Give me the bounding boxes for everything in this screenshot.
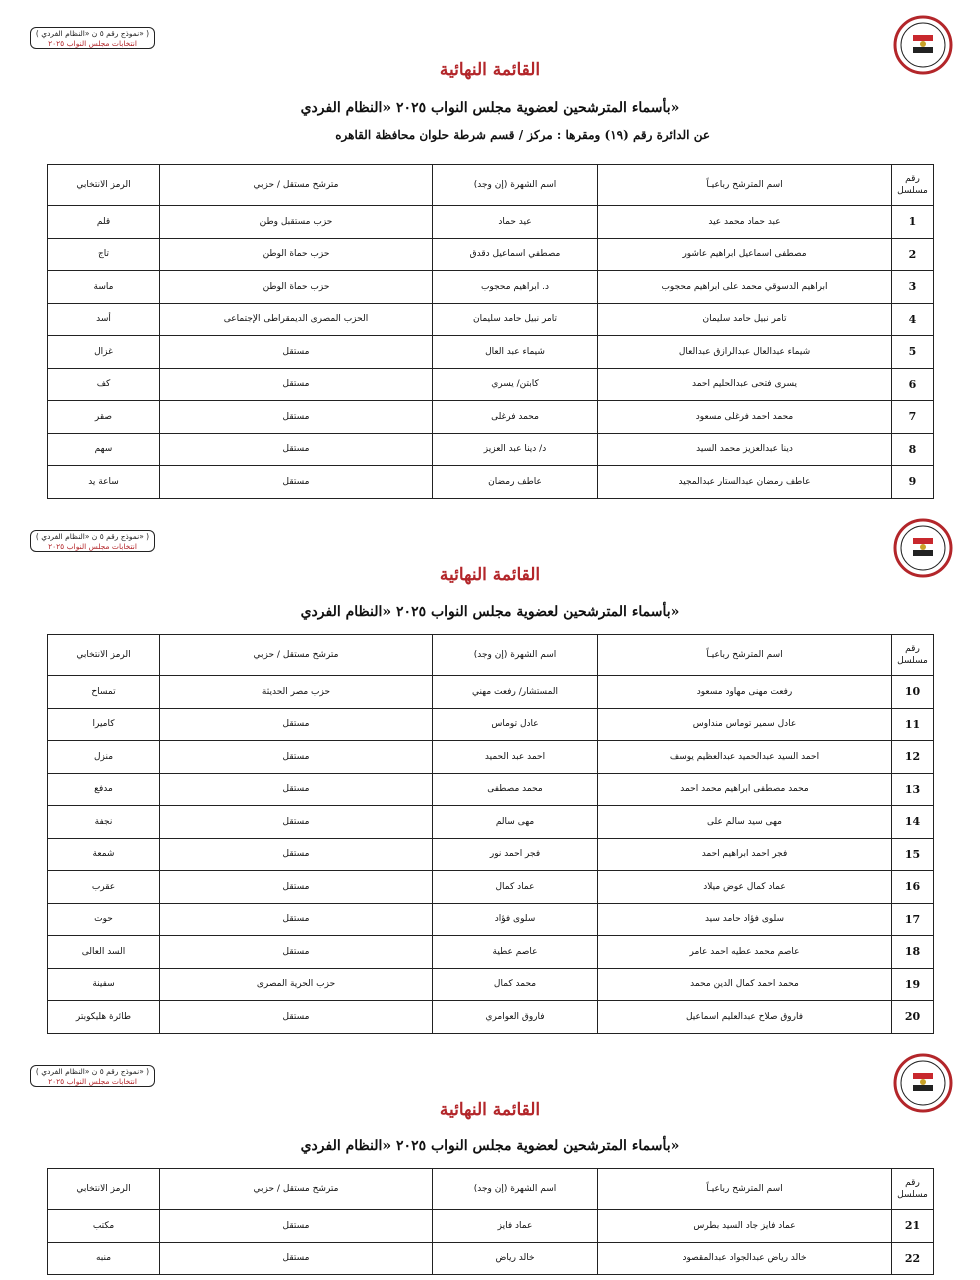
header-symbol: الرمز الانتخابي (48, 1169, 160, 1210)
form-note-line2: انتخابات مجلس النواب ٢٠٢٥ (48, 542, 137, 551)
cell-fame: عيد حماد (433, 206, 598, 239)
cell-name: عماد فايز جاد السيد بطرس (598, 1210, 892, 1243)
cell-symbol: أسد (48, 303, 160, 336)
cell-num: 9 (892, 466, 934, 499)
cell-name: رفعت مهنى مهاود مسعود (598, 676, 892, 709)
cell-symbol: ماسة (48, 271, 160, 304)
cell-party: مستقل (160, 903, 433, 936)
table-body (48, 676, 934, 1034)
cell-num: 15 (892, 838, 934, 871)
cell-party: مستقل (160, 433, 433, 466)
cell-fame: شيماء عبد العال (433, 336, 598, 369)
cell-num: 20 (892, 1001, 934, 1034)
form-note-line2: انتخابات مجلس النواب ٢٠٢٥ (48, 1077, 137, 1086)
cell-symbol: غزال (48, 336, 160, 369)
header-fame: اسم الشهرة (إن وجد) (433, 635, 598, 676)
final-list-title: القائمة النهائية (439, 565, 541, 585)
cell-fame: محمد فرغلى (433, 401, 598, 434)
table-row (48, 206, 934, 239)
cell-party: مستقل (160, 1242, 433, 1275)
table-row (48, 806, 934, 839)
cell-num: 18 (892, 936, 934, 969)
cell-name: محمد احمد فرغلى مسعود (598, 401, 892, 434)
form-note-line1: ( نموذج رقم ٥ ن «النظام الفردي» ) (35, 29, 150, 38)
candidates-table-3 (47, 1168, 934, 1275)
cell-symbol: مدفع (48, 773, 160, 806)
cell-fame: مهى سالم (433, 806, 598, 839)
cell-symbol: كاميرا (48, 708, 160, 741)
table-row (48, 401, 934, 434)
table-row (48, 903, 934, 936)
table-row (48, 871, 934, 904)
cell-name: يسرى فتحى عبدالحليم احمد (598, 368, 892, 401)
cell-name: سلوى فؤاد حامد سيد (598, 903, 892, 936)
district-line: عن الدائرة رقم (١٩) ومقرها : مركز / قسم شرطة حلوان محافظة القاهره (335, 128, 710, 142)
cell-party: حزب حماة الوطن (160, 271, 433, 304)
header-party: مترشح مستقل / حزبي (160, 635, 433, 676)
cell-fame: محمد كمال (433, 968, 598, 1001)
table-row (48, 936, 934, 969)
cell-num: 12 (892, 741, 934, 774)
cell-num: 16 (892, 871, 934, 904)
table-row (48, 708, 934, 741)
cell-party: مستقل (160, 806, 433, 839)
cell-num: 19 (892, 968, 934, 1001)
table-header-row (48, 165, 934, 206)
cell-num: 22 (892, 1242, 934, 1275)
form-note-line1: ( نموذج رقم ٥ ن «النظام الفردي» ) (35, 1067, 150, 1076)
cell-party: مستقل (160, 1001, 433, 1034)
cell-party: مستقل (160, 708, 433, 741)
cell-fame: كابتن/ يسري (433, 368, 598, 401)
table-row (48, 741, 934, 774)
cell-fame: محمد مصطفى (433, 773, 598, 806)
cell-fame: فجر احمد نور (433, 838, 598, 871)
header-symbol: الرمز الانتخابي (48, 635, 160, 676)
table-row (48, 271, 934, 304)
cell-fame: احمد عبد الحميد (433, 741, 598, 774)
cell-party: الحزب المصرى الديمقراطى الإجتماعى (160, 303, 433, 336)
cell-name: تامر نبيل حامد سليمان (598, 303, 892, 336)
cell-name: فاروق صلاح عبدالعليم اسماعيل (598, 1001, 892, 1034)
final-list-title: القائمة النهائية (439, 1100, 541, 1120)
cell-num: 4 (892, 303, 934, 336)
cell-party: مستقل (160, 936, 433, 969)
table-row (48, 1242, 934, 1275)
cell-name: شيماء عبدالعال عبدالرازق عبدالعال (598, 336, 892, 369)
header-symbol: الرمز الانتخابي (48, 165, 160, 206)
cell-symbol: تاج (48, 238, 160, 271)
cell-name: عماد كمال عوض ميلاد (598, 871, 892, 904)
cell-name: خالد رياض عبدالجواد عبدالمقصود (598, 1242, 892, 1275)
cell-party: حزب مستقبل وطن (160, 206, 433, 239)
header-num: رقم مسلسل (892, 1169, 934, 1210)
candidates-table-2 (47, 634, 934, 1034)
cell-name: دينا عبدالعزيز محمد السيد (598, 433, 892, 466)
cell-symbol: صقر (48, 401, 160, 434)
header-fame: اسم الشهرة (إن وجد) (433, 165, 598, 206)
subtitle: بأسماء المترشحين لعضوية مجلس النواب ٢٠٢٥ «النظام الفردي» (300, 100, 680, 116)
cell-num: 8 (892, 433, 934, 466)
table-row (48, 676, 934, 709)
cell-party: حزب حماة الوطن (160, 238, 433, 271)
cell-num: 17 (892, 903, 934, 936)
cell-symbol: منزل (48, 741, 160, 774)
cell-fame: مصطفي اسماعيل دقدق (433, 238, 598, 271)
table-row (48, 303, 934, 336)
cell-num: 2 (892, 238, 934, 271)
cell-fame: سلوى فؤاد (433, 903, 598, 936)
cell-fame: د. ابراهيم محجوب (433, 271, 598, 304)
table-row (48, 368, 934, 401)
cell-symbol: نجفة (48, 806, 160, 839)
table-header-row (48, 1169, 934, 1210)
header-name: اسم المترشح رباعيـاً (598, 165, 892, 206)
cell-name: عبد حماد محمد عيد (598, 206, 892, 239)
table-row (48, 968, 934, 1001)
cell-num: 13 (892, 773, 934, 806)
cell-fame: د/ دينا عبد العزيز (433, 433, 598, 466)
cell-name: فجر احمد ابراهيم احمد (598, 838, 892, 871)
cell-symbol: مكتب (48, 1210, 160, 1243)
cell-party: حزب الحرية المصرى (160, 968, 433, 1001)
cell-party: مستقل (160, 466, 433, 499)
cell-symbol: تمساح (48, 676, 160, 709)
cell-symbol: سهم (48, 433, 160, 466)
cell-party: مستقل (160, 1210, 433, 1243)
cell-fame: تامر نبيل حامد سليمان (433, 303, 598, 336)
header-party: مترشح مستقل / حزبي (160, 165, 433, 206)
cell-symbol: شمعة (48, 838, 160, 871)
cell-name: محمد احمد كمال الدين محمد (598, 968, 892, 1001)
cell-party: مستقل (160, 401, 433, 434)
cell-party: مستقل (160, 336, 433, 369)
cell-symbol: طائرة هليكوبتر (48, 1001, 160, 1034)
form-note-box (30, 530, 155, 552)
table-row (48, 773, 934, 806)
table-row (48, 336, 934, 369)
cell-num: 10 (892, 676, 934, 709)
form-note-line1: ( نموذج رقم ٥ ن «النظام الفردي» ) (35, 532, 150, 541)
cell-name: عادل سمير توماس منداوس (598, 708, 892, 741)
cell-fame: فاروق العوامري (433, 1001, 598, 1034)
cell-party: مستقل (160, 368, 433, 401)
header-party: مترشح مستقل / حزبي (160, 1169, 433, 1210)
cell-party: مستقل (160, 741, 433, 774)
table-row (48, 1210, 934, 1243)
cell-fame: عماد فايز (433, 1210, 598, 1243)
cell-symbol: ساعة يد (48, 466, 160, 499)
table-row (48, 466, 934, 499)
cell-fame: عاطف رمضان (433, 466, 598, 499)
cell-name: مهى سيد سالم على (598, 806, 892, 839)
cell-name: عاصم محمد عطيه احمد عامر (598, 936, 892, 969)
cell-symbol: كف (48, 368, 160, 401)
cell-symbol: حوت (48, 903, 160, 936)
cell-symbol: عقرب (48, 871, 160, 904)
form-note-box (30, 27, 155, 49)
subtitle: بأسماء المترشحين لعضوية مجلس النواب ٢٠٢٥ «النظام الفردي» (300, 1138, 680, 1154)
cell-fame: عادل توماس (433, 708, 598, 741)
cell-num: 21 (892, 1210, 934, 1243)
table-row (48, 838, 934, 871)
cell-num: 5 (892, 336, 934, 369)
header-fame: اسم الشهرة (إن وجد) (433, 1169, 598, 1210)
table-row (48, 238, 934, 271)
cell-party: مستقل (160, 838, 433, 871)
header-name: اسم المترشح رباعيـاً (598, 1169, 892, 1210)
cell-fame: عماد كمال (433, 871, 598, 904)
table-row (48, 433, 934, 466)
header-num: رقم مسلسل (892, 165, 934, 206)
cell-fame: المستشار/ رفعت مهني (433, 676, 598, 709)
header-name: اسم المترشح رباعيـاً (598, 635, 892, 676)
cell-num: 14 (892, 806, 934, 839)
cell-name: محمد مصطفى ابراهيم محمد احمد (598, 773, 892, 806)
cell-num: 6 (892, 368, 934, 401)
cell-fame: خالد رياض (433, 1242, 598, 1275)
header-num: رقم مسلسل (892, 635, 934, 676)
form-note-box (30, 1065, 155, 1087)
cell-name: مصطفى اسماعيل ابراهيم عاشور (598, 238, 892, 271)
form-note-line2: انتخابات مجلس النواب ٢٠٢٥ (48, 39, 137, 48)
table-body (48, 1210, 934, 1275)
table-header-row (48, 635, 934, 676)
subtitle: بأسماء المترشحين لعضوية مجلس النواب ٢٠٢٥ «النظام الفردي» (300, 604, 680, 620)
cell-symbol: قلم (48, 206, 160, 239)
cell-num: 11 (892, 708, 934, 741)
cell-num: 1 (892, 206, 934, 239)
cell-name: احمد السيد عبدالحميد عبدالعظيم يوسف (598, 741, 892, 774)
cell-symbol: السد العالى (48, 936, 160, 969)
final-list-title: القائمة النهائية (439, 60, 541, 80)
table-body (48, 206, 934, 499)
table-row (48, 1001, 934, 1034)
cell-party: مستقل (160, 773, 433, 806)
cell-num: 3 (892, 271, 934, 304)
cell-party: حزب مصر الحديثة (160, 676, 433, 709)
candidates-table-1 (47, 164, 934, 499)
cell-fame: عاصم عطية (433, 936, 598, 969)
cell-symbol: سفينة (48, 968, 160, 1001)
cell-name: عاطف رمضان عبدالستار عبدالمجيد (598, 466, 892, 499)
cell-symbol: منبه (48, 1242, 160, 1275)
cell-party: مستقل (160, 871, 433, 904)
cell-name: ابراهيم الدسوقي محمد على ابراهيم محجوب (598, 271, 892, 304)
cell-num: 7 (892, 401, 934, 434)
